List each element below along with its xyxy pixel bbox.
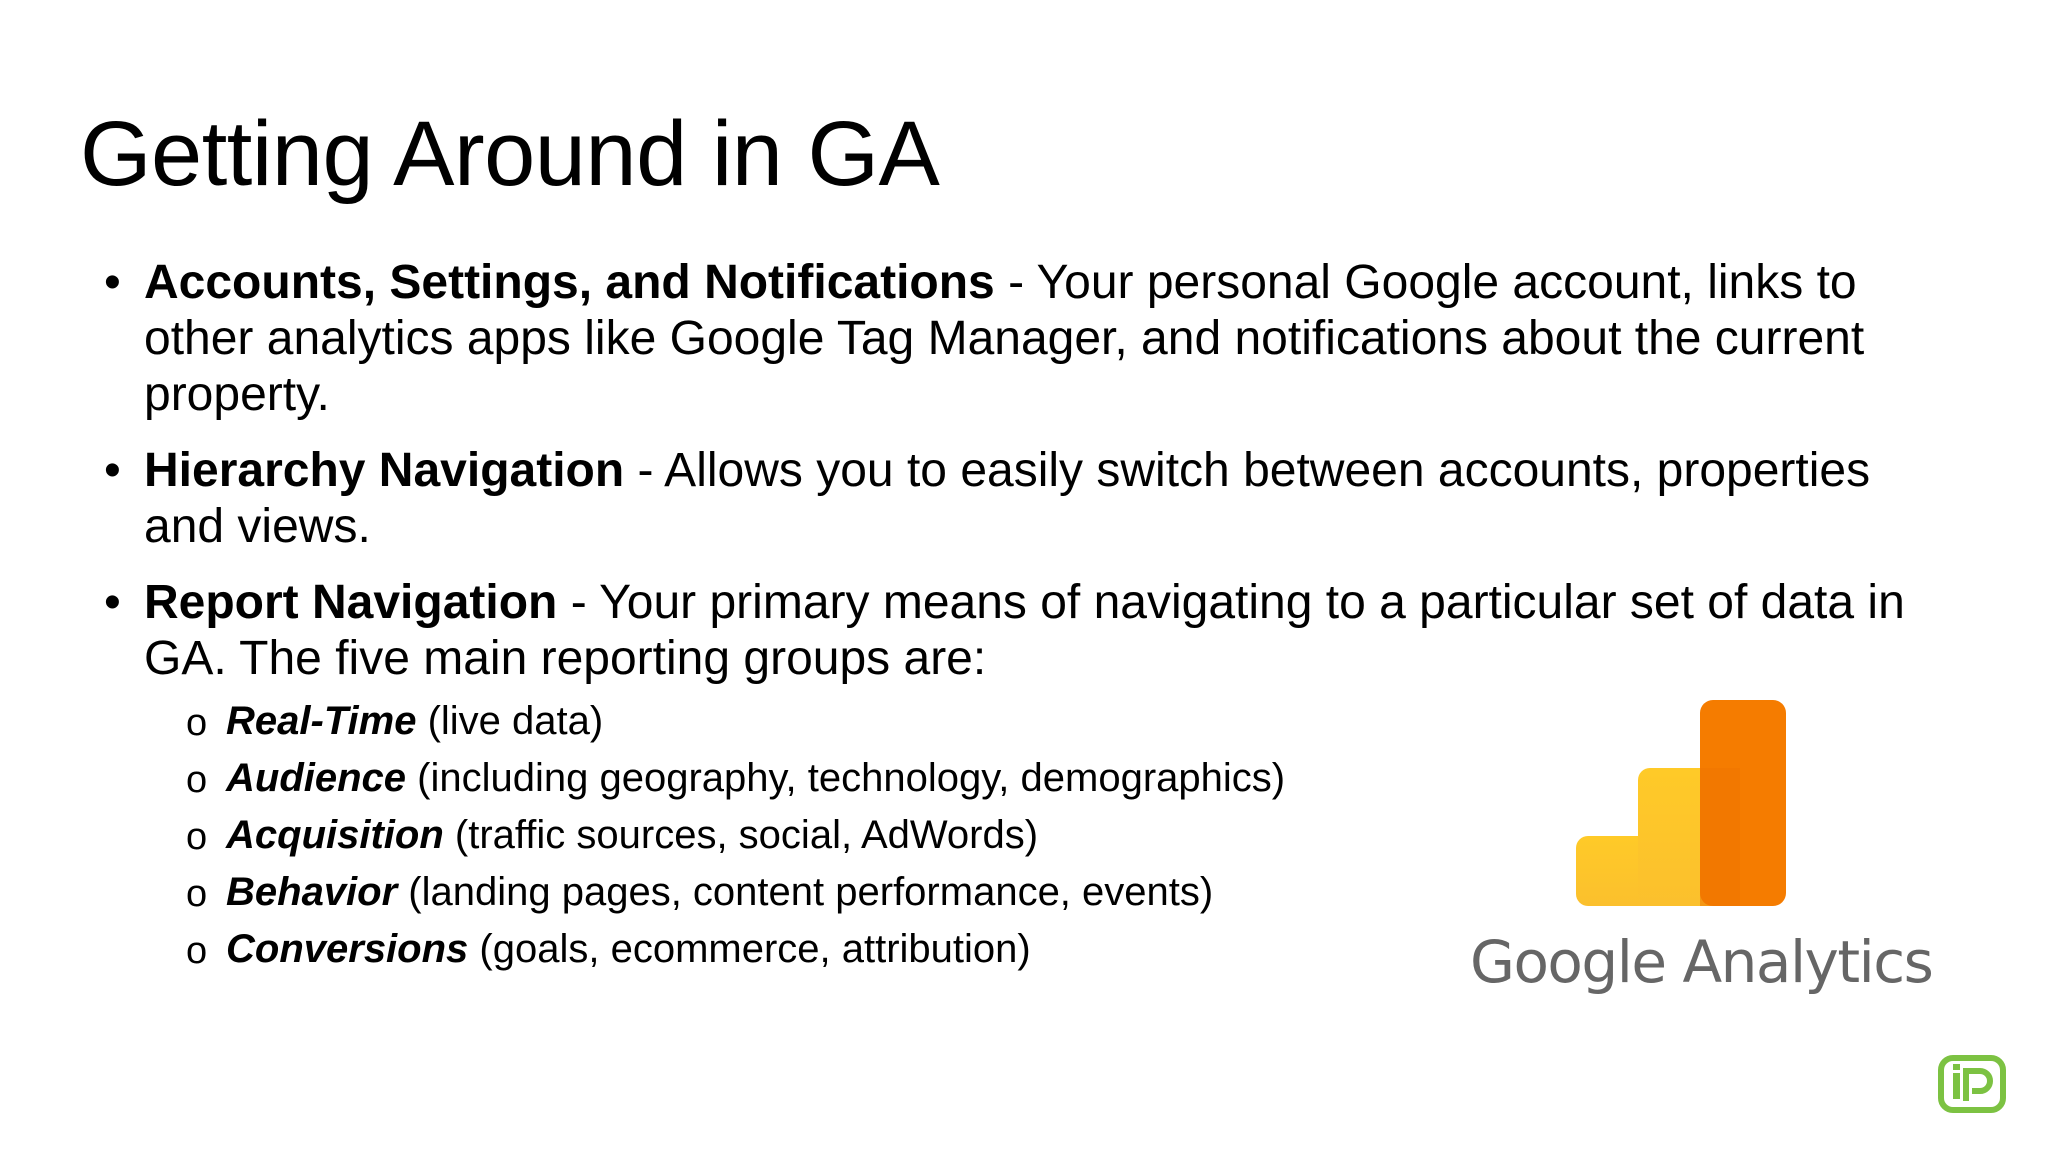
bullet-dot: •: [104, 444, 121, 497]
sub-bullet-heading: Acquisition: [226, 813, 444, 857]
bullet-heading: Accounts, Settings, and Notifications: [144, 256, 995, 309]
bullet-text: - Your personal Google account, links to other analytics apps like Google Tag Manager, and notifications about the current property.: [144, 256, 1865, 421]
sub-bullet-marker: o: [186, 816, 208, 858]
sub-bullet-text: (goals, ecommerce, attribution): [468, 927, 1031, 971]
bullet-heading: Hierarchy Navigation: [144, 444, 625, 497]
google-analytics-logo-text: Google Analytics: [1470, 928, 1933, 996]
sub-bullet-heading: Real-Time: [226, 699, 417, 743]
bullet-dot: •: [104, 256, 121, 309]
google-analytics-logo-icon: [1576, 700, 1786, 910]
slide-title: Getting Around in GA: [80, 103, 940, 205]
bullet-text: - Your primary means of navigating to a particular set of data in GA. The five main reporting groups are:: [144, 576, 1905, 685]
bullet-heading: Report Navigation: [144, 576, 558, 629]
sub-bullet-text: (live data): [416, 699, 604, 743]
sub-bullet-marker: o: [186, 930, 208, 972]
sub-bullet-heading: Audience: [226, 756, 407, 800]
bullet-item: [104, 443, 1944, 555]
sub-bullet-text: (including geography, technology, demographics): [406, 756, 1286, 800]
sub-bullet-marker: o: [186, 873, 208, 915]
sub-bullet-marker: o: [186, 702, 208, 744]
sub-bullet-heading: Behavior: [226, 870, 398, 914]
bullet-dot: •: [104, 576, 121, 629]
bullet-item: [104, 255, 1944, 423]
google-analytics-logo: [1470, 700, 1933, 1020]
sub-bullet-marker: o: [186, 759, 208, 801]
bullet-text: - Allows you to easily switch between accounts, properties and views.: [144, 444, 1871, 553]
sub-bullet-text: (landing pages, content performance, events): [397, 870, 1214, 914]
sub-bullet-heading: Conversions: [226, 927, 469, 971]
sub-bullet-text: (traffic sources, social, AdWords): [443, 813, 1039, 857]
ip-corner-logo-icon: [1938, 1055, 2006, 1113]
